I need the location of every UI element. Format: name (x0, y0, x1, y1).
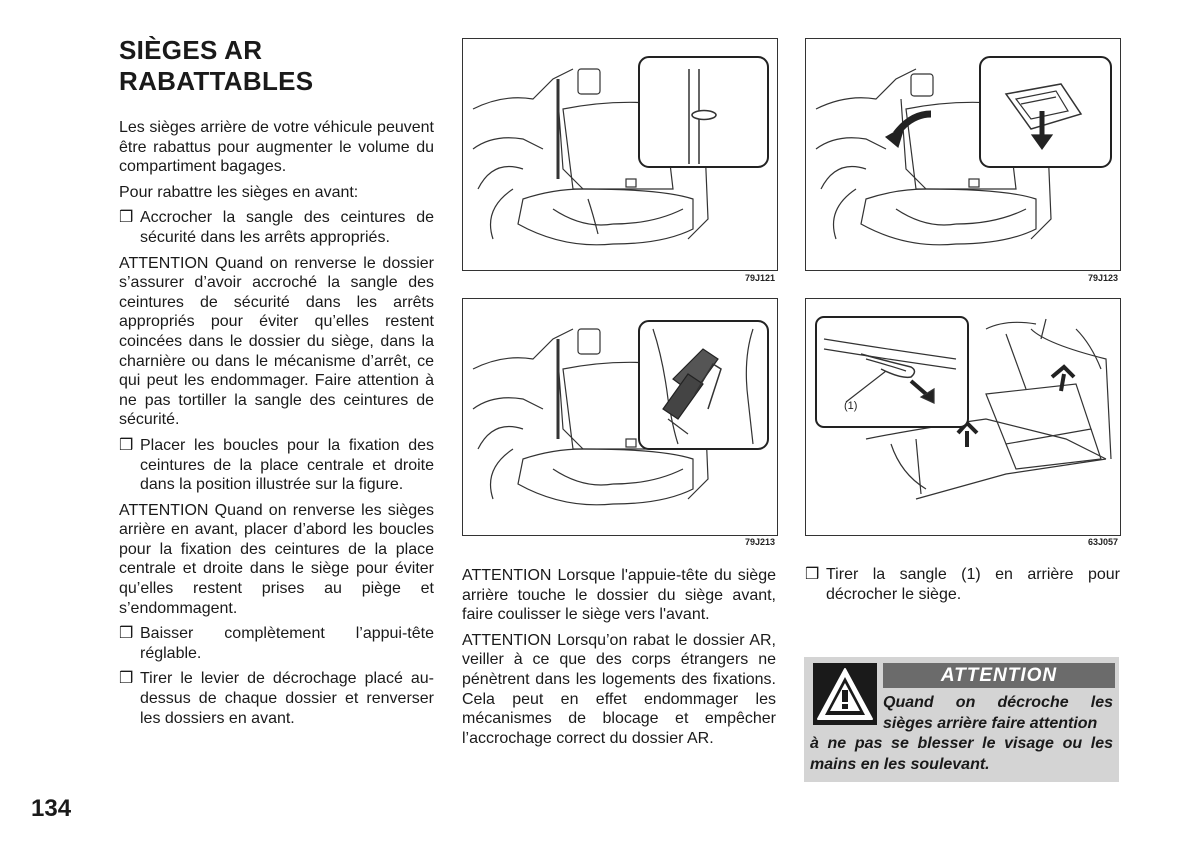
warning-paragraph: ATTENTION Quand on renverse les sièges arrière en avant, placer d’abord les boucles pour la fixation des ceintures de la place centrale et droite dans le siège pour éviter qu’elles restent prises au piège et s’endommagent. (119, 501, 434, 617)
callout-label: (1) (844, 400, 858, 412)
column-middle (462, 566, 776, 754)
instruction-lead: Pour rabattre les sièges en avant: (119, 183, 359, 201)
bullet-item: ❒ Placer les boucles pour la fixation des ceintures de la place centrale et droite dans la position illustrée sur la figure. (119, 436, 434, 494)
bullet-item: ❒ Tirer le levier de décrochage placé au-dessus de chaque dossier et renverser les dossiers en avant. (119, 670, 434, 727)
bullet-item: ❒ Baisser complètement l’appui-tête réglable. (119, 625, 434, 662)
seat-illustration (806, 39, 1120, 270)
figure-seatbelt-hook (462, 38, 778, 271)
figure-code: 63J057 (1088, 537, 1119, 547)
figure-code: 79J123 (1088, 273, 1119, 283)
bullet-item: ❒ Tirer la sangle (1) en arrière pour décrocher le siège. (805, 566, 1120, 603)
warning-paragraph: ATTENTION Lorsque l'appuie-tête du siège arrière touche le dossier du siège avant, faire coulisser le siège vers l'avant. (462, 567, 776, 624)
figure-buckle-position (462, 298, 778, 536)
warning-paragraph: ATTENTION Lorsqu’on rabat le dossier AR, veiller à ce que des corps étrangers ne pénètrent dans les logements des fixations. Cela peut en effet endommager les mécanismes de blocage et empêcher l’accrochage correct du dossier AR. (462, 631, 776, 747)
checkbox-bullet-icon: ❒ (119, 625, 134, 643)
attention-box (804, 657, 1119, 782)
seat-illustration (463, 299, 777, 535)
figure-code: 79J121 (745, 273, 776, 283)
column-right (805, 565, 1120, 610)
checkbox-bullet-icon: ❒ (119, 436, 134, 454)
title-line-1: SIÈGES AR (119, 35, 263, 65)
figure-release-lever (805, 38, 1121, 271)
page-number: 134 (31, 795, 72, 822)
seat-illustration (463, 39, 777, 270)
figure-code: 79J213 (745, 537, 776, 547)
figure-strap-release (805, 298, 1121, 536)
page-title (119, 35, 439, 97)
checkbox-bullet-icon: ❒ (805, 566, 820, 583)
checkbox-bullet-icon: ❒ (119, 209, 134, 227)
intro-paragraph: Les sièges arrière de votre véhicule peuvent être rabattus pour augmenter le volume du compartiment bagages. (119, 119, 434, 176)
title-line-2: RABATTABLES (119, 66, 314, 96)
seat-illustration (806, 299, 1120, 535)
attention-label: ATTENTION (883, 663, 1115, 688)
checkbox-bullet-icon: ❒ (119, 670, 134, 688)
column-left (119, 118, 434, 734)
attention-text: Quand on décroche les sièges arrière faire attention à ne pas se blesser le visage ou les mains en les soulevant. (810, 694, 1113, 773)
bullet-item: ❒ Accrocher la sangle des ceintures de sécurité dans les arrêts appropriés. (119, 209, 434, 246)
warning-paragraph: ATTENTION Quand on renverse le dossier s’assurer d’avoir accroché la sangle des ceintures de sécurité dans les arrêts appropriés pour éviter qu’elles restent coincées dans le dossier du siège, dans la charnière ou dans le mécanisme d’arrêt, ce qui peut les endommager. Faire attention à ne pas tortiller la sangle des ceintures de sécurité. (119, 254, 434, 429)
